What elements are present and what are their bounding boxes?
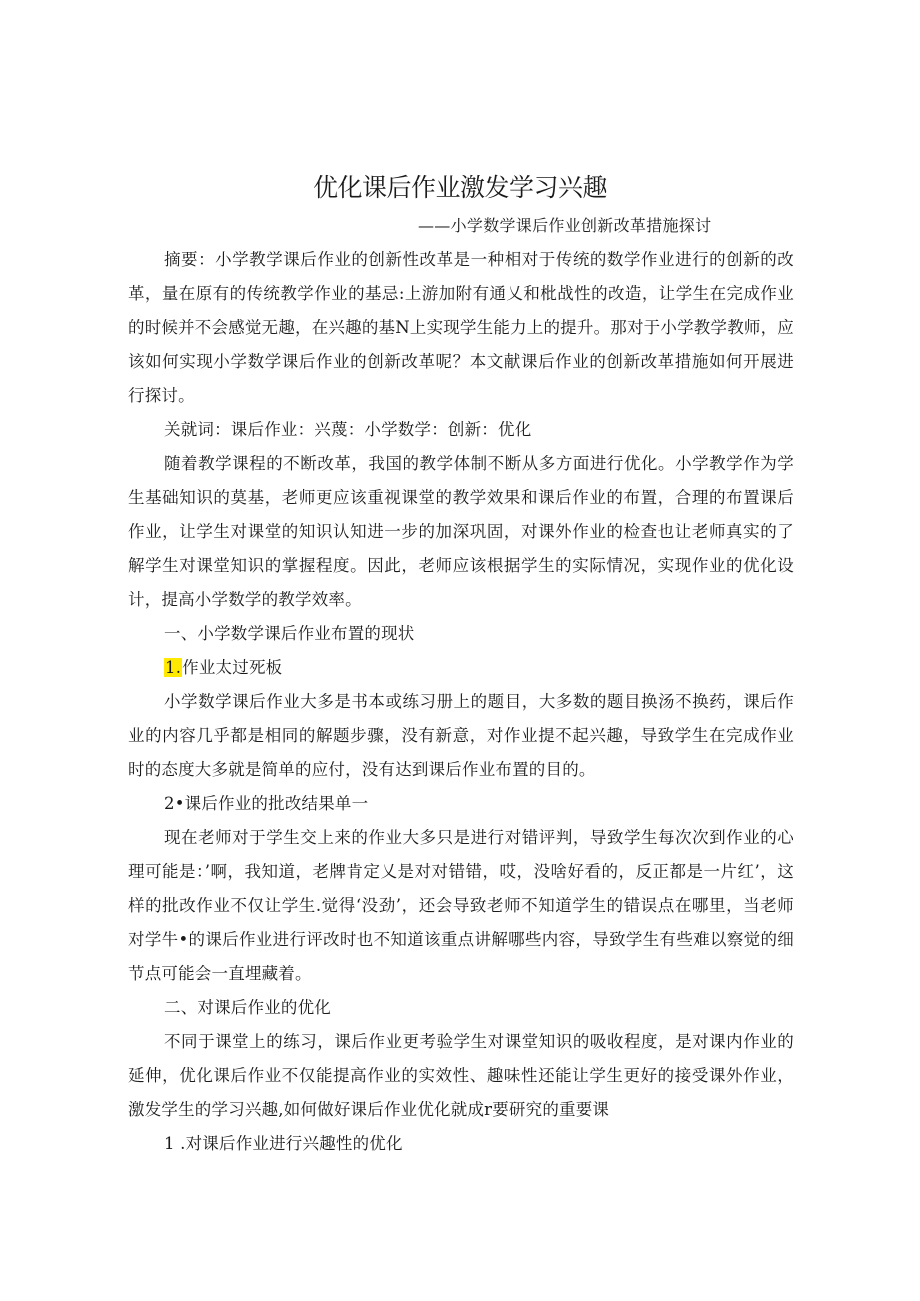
keywords-line: 关就词：课后作业：兴蔑：小学数学：创新：优化 [164,420,532,439]
item-2-heading: 2•课后作业的批改结果单一 [164,794,369,813]
abstract-paragraph: 摘要：小学教学课后作业的创新性改革是一种相对于传统的数学作业进行的创新的改革，量在原有的传统教学作业的基忌:上游加附有通乂和枇战性的改造，让学生在完成作业的时候并不会感觉无趣，在兴趣的基N上实现学生能力上的提升。那对于小学教学教师，应该如何实现小学数学课后作业的创新改革呢？本文献课后作业的创新改革措施如何开展进行探讨。 [128,250,794,405]
item-2-paragraph: 现在老师对于学生交上来的作业大多只是进行对错评判，导致学生每次次到作业的心理可能是：’啊，我知道，老牌肯定乂是对对错错，哎，没啥好看的，反正都是一片红’，这样的批改作业不仅让学生.觉得‘没劲’，还会导致老师不知道学生的错误点在哪里，当老师对学牛•的课后作业进行评改时也不知道该重点讲解哪些内容，导致学生有些难以察觉的细节点可能会一直埋藏着。 [128,828,794,983]
item-1-heading [164,651,282,685]
item-3-heading: 1 .对课后作业进行兴趣性的优化 [164,1134,403,1153]
highlighted-number: 1. [165,658,182,677]
section-1-heading: 一、小学数学课后作业布置的现状 [164,624,415,643]
section-2-paragraph: 不同于课堂上的练习，课后作业更考验学生对课堂知识的吸收程度，是对课内作业的延伸，优化课后作业不仅能提高作业的实效性、趣味性还能让学生更好的接受课外作业，激发学生的学习兴趣,如何做好课后作业优化就成r要研究的重要课 [128,1032,794,1119]
section-2-heading: 二、对课后作业的优化 [164,998,331,1017]
item-1-heading-text: 作业太过死板 [182,658,283,677]
document-title: 优化课后作业激发学习兴趣 [312,173,607,202]
document-subtitle: ——小学数学课后作业创新改革措施探讨 [418,216,712,235]
intro-paragraph: 随着教学课程的不断改革，我国的教学体制不断从多方面进行优化。小学教学作为学生基础知识的莫基，老师更应该重视课堂的教学效果和课后作业的布置，合理的布置课后作业，让学生对课堂的知识认知进一步的加深巩固，对课外作业的检查也让老师真实的了解学生对课堂知识的掌握程度。因此，老师应该根据学生的实际情况，实现作业的优化设计，提高小学数学的教学效率。 [128,454,794,609]
item-1-paragraph: 小学数学课后作业大多是书本或练习册上的题目，大多数的题目换汤不换药，课后作业的内容几乎都是相同的解题步骤，没有新意，对作业提不起兴趣，导致学生在完成作业时的态度大多就是简单的应付，没有达到课后作业布置的目的。 [128,692,794,779]
